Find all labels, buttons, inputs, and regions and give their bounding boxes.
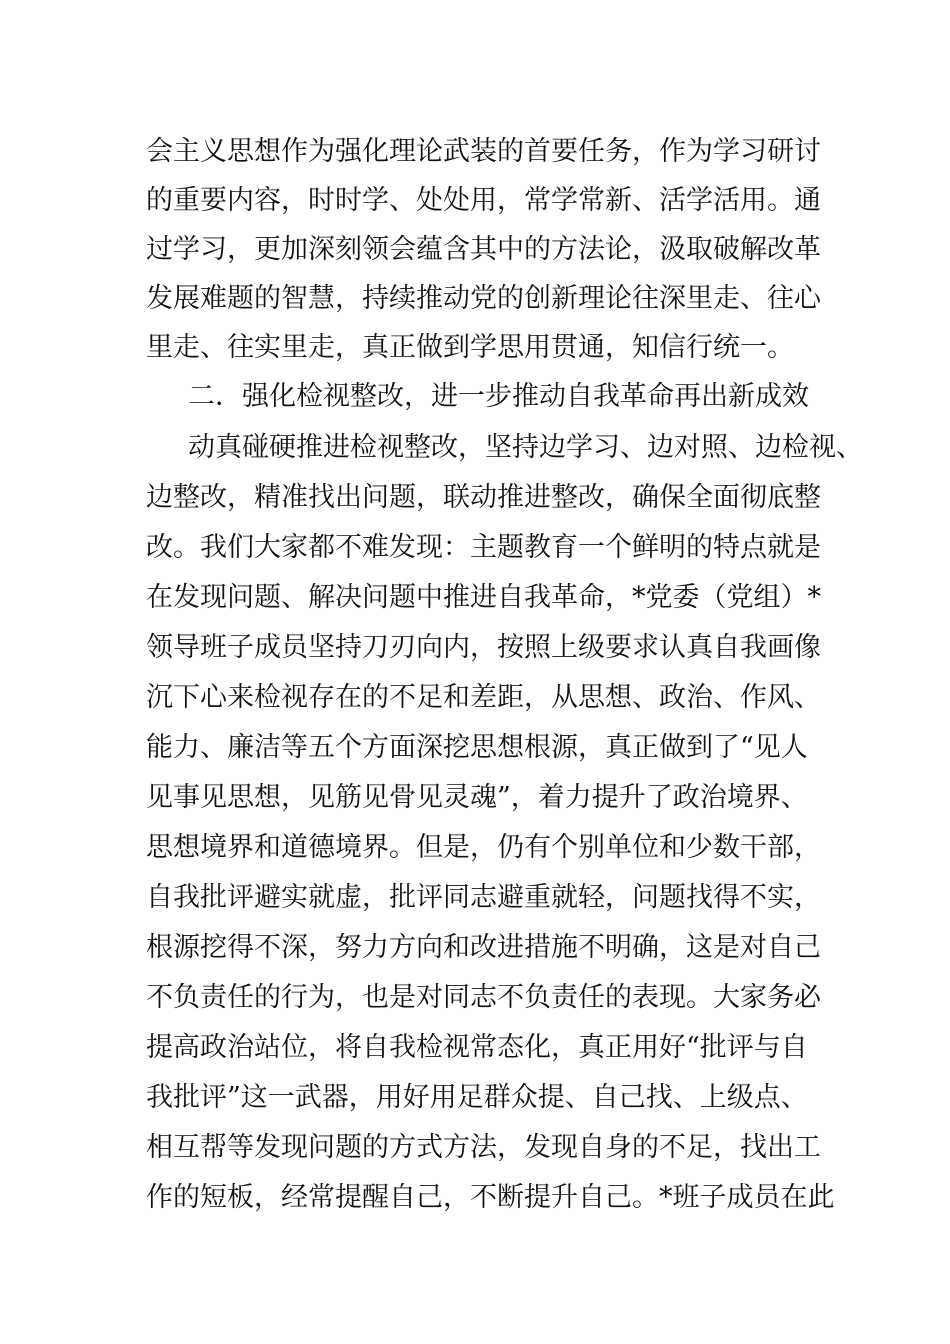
body-text-line: 改。我们大家都不难发现：主题教育一个鲜明的特点就是: [146, 532, 821, 563]
body-text-line: 沉下心来检视存在的不足和差距，从思想、政治、作风、: [146, 682, 821, 713]
body-text-line: 思想境界和道德境界。但是，仍有个别单位和少数干部，: [146, 832, 821, 863]
body-text-line: 发展难题的智慧，持续推动党的创新理论往深里走、往心: [146, 283, 821, 314]
body-text-line: 根源挖得不深，努力方向和改进措施不明确，这是对自己: [146, 932, 821, 963]
body-text-line: 会主义思想作为强化理论武装的首要任务，作为学习研讨: [146, 136, 821, 167]
body-text-line: 提高政治站位，将自我检视常态化，真正用好“批评与自: [146, 1032, 808, 1063]
body-text-line: 相互帮等发现问题的方式方法，发现自身的不足，找出工: [146, 1132, 821, 1163]
body-text-line: 领导班子成员坚持刀刃向内，按照上级要求认真自我画像: [146, 632, 821, 663]
body-text-line: 在发现问题、解决问题中推进自我革命，*党委（党组）*: [146, 582, 821, 613]
body-text-line: 的重要内容，时时学、处处用，常学常新、活学活用。通: [146, 185, 821, 216]
body-text-line: 动真碰硬推进检视整改，坚持边学习、边对照、边检视、: [188, 432, 863, 463]
body-text-line: 里走、往实里走，真正做到学思用贯通，知信行统一。: [146, 332, 794, 363]
body-text-line: 边整改，精准找出问题，联动推进整改，确保全面彻底整: [146, 482, 821, 513]
body-text-line: 见事见思想，见筋见骨见灵魂”，着力提升了政治境界、: [146, 782, 808, 813]
section-heading: 二．强化检视整改，进一步推动自我革命再出新成效: [188, 381, 809, 412]
body-text-line: 过学习，更加深刻领会蕴含其中的方法论，汲取破解改革: [146, 234, 821, 265]
body-text-line: 我批评”这一武器，用好用足群众提、自己找、上级点、: [146, 1082, 808, 1113]
body-text-line: 自我批评避实就虚，批评同志避重就轻，问题找得不实，: [146, 882, 821, 913]
body-text-line: 能力、廉洁等五个方面深挖思想根源，真正做到了“见人: [146, 732, 808, 763]
body-text-line: 不负责任的行为，也是对同志不负责任的表现。大家务必: [146, 982, 821, 1013]
body-text-line: 作的短板，经常提醒自己，不断提升自己。*班子成员在此: [146, 1182, 835, 1213]
